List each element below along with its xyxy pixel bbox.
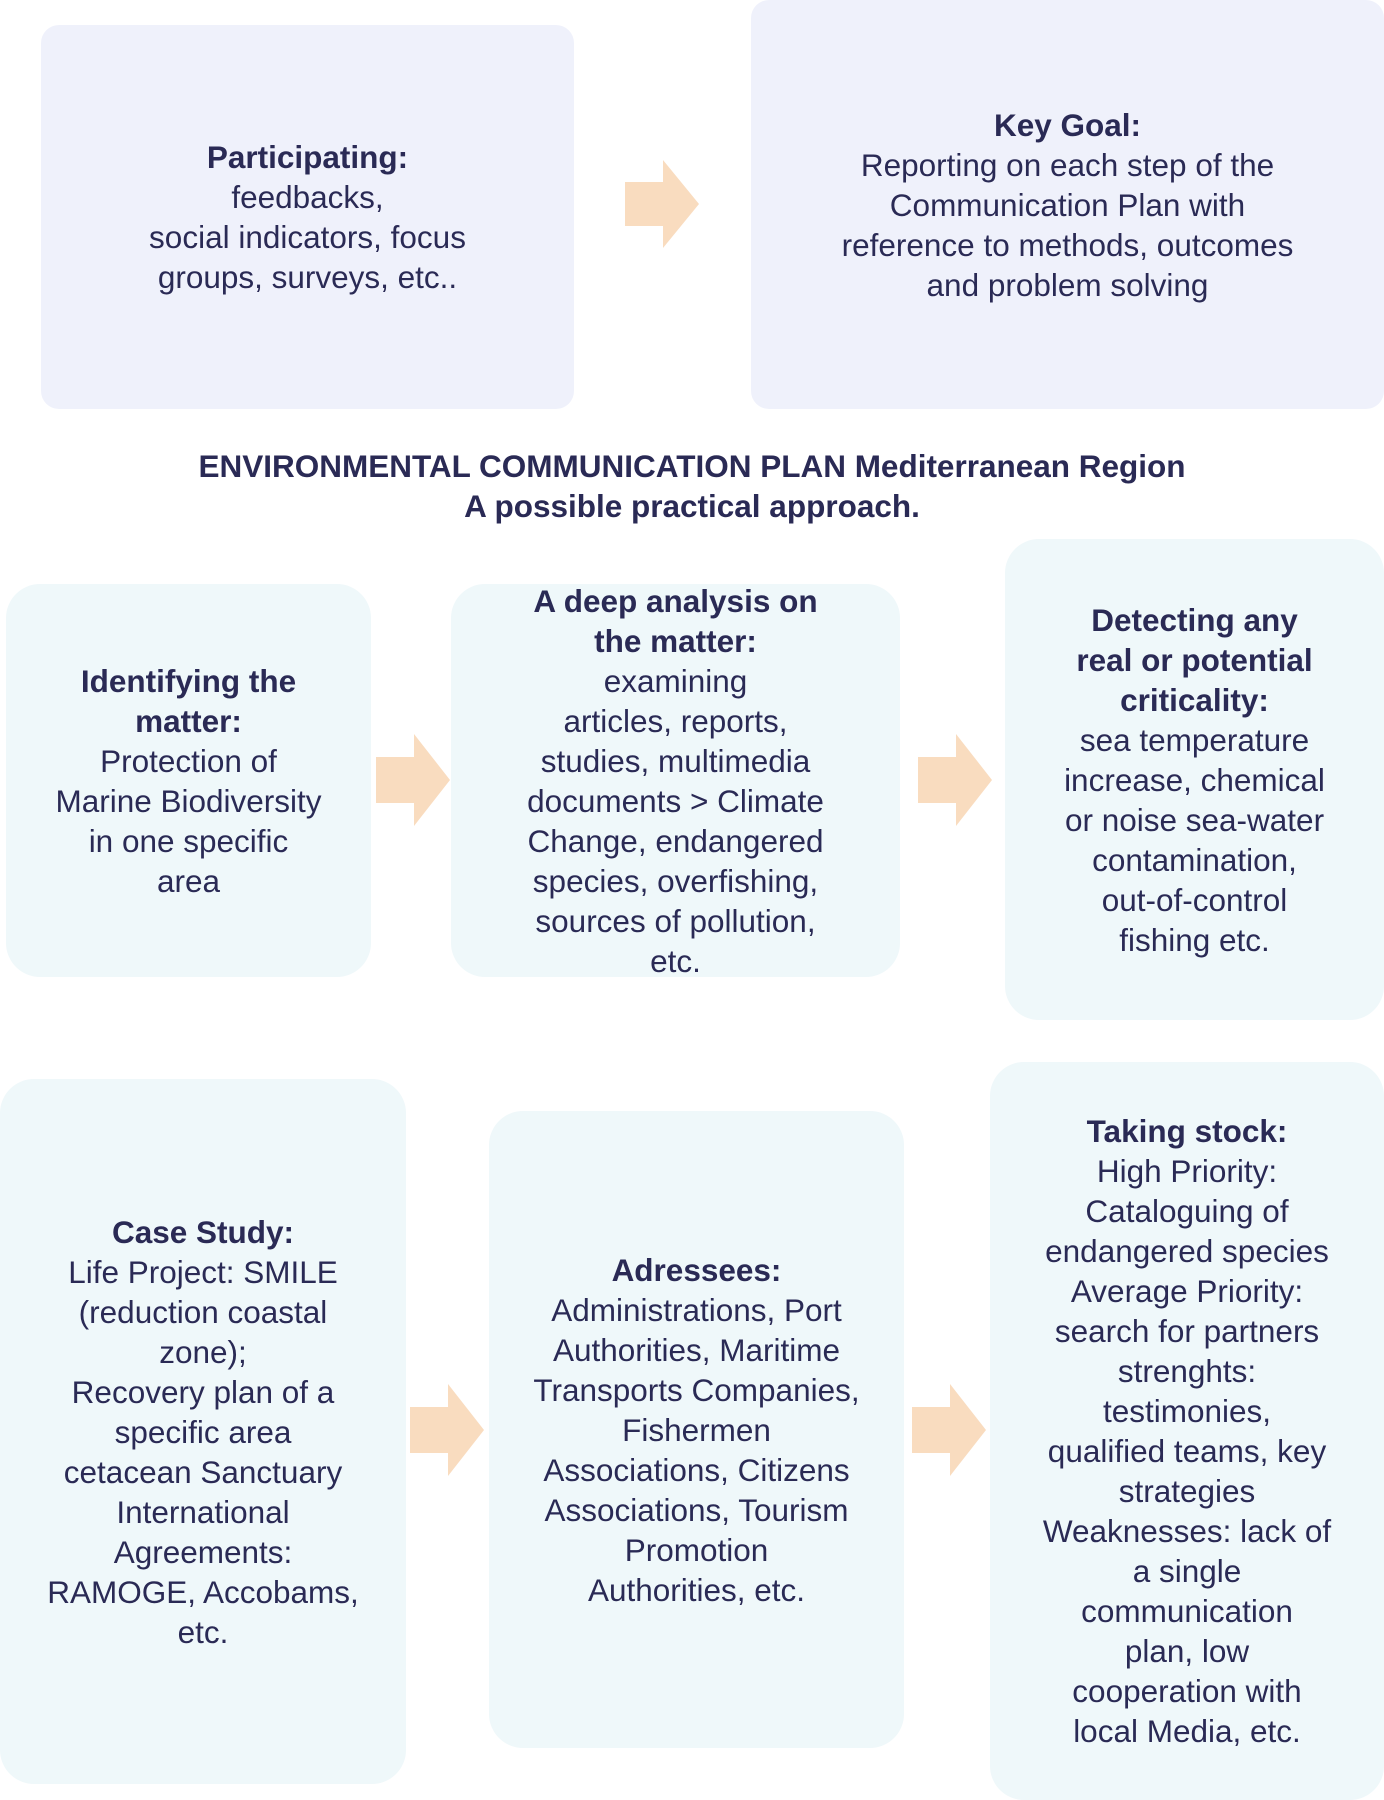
identifying-heading: Identifying the bbox=[80, 662, 297, 699]
identifying-box bbox=[6, 584, 371, 977]
identifying-line: area bbox=[156, 862, 221, 899]
title-line-2: A possible practical approach. bbox=[464, 488, 920, 524]
arrow-right-icon bbox=[376, 734, 450, 826]
analysis-line: etc. bbox=[650, 942, 701, 979]
analysis-heading: the matter: bbox=[594, 622, 757, 659]
analysis-line: Change, endangered bbox=[527, 822, 824, 859]
arrow-right-icon bbox=[918, 734, 992, 826]
addressees-box bbox=[489, 1111, 904, 1748]
addressees-line: Associations, Tourism bbox=[544, 1491, 849, 1528]
detecting-heading: criticality: bbox=[1120, 681, 1269, 718]
detecting-heading: Detecting any bbox=[1091, 601, 1298, 638]
taking-stock-heading: Taking stock: bbox=[1086, 1113, 1288, 1149]
taking-stock-line: Cataloguing of bbox=[1085, 1193, 1289, 1229]
key-goal-line: and problem solving bbox=[926, 266, 1209, 303]
participating-line: social indicators, focus bbox=[149, 219, 466, 255]
taking-stock-line: qualified teams, key bbox=[1047, 1433, 1327, 1469]
participating-heading: Participating: bbox=[206, 139, 409, 175]
case-study-line: specific area bbox=[114, 1413, 292, 1450]
participating-line: groups, surveys, etc.. bbox=[157, 259, 458, 295]
key-goal-box bbox=[751, 0, 1384, 409]
addressees-line: Authorities, etc. bbox=[587, 1571, 806, 1608]
analysis-line: studies, multimedia bbox=[540, 742, 811, 779]
taking-stock-line: Weaknesses: lack of bbox=[1042, 1513, 1332, 1549]
detecting-box bbox=[1005, 539, 1384, 1020]
case-study-box bbox=[0, 1079, 406, 1784]
key-goal-line: Reporting on each step of the bbox=[860, 146, 1275, 183]
case-study-line: etc. bbox=[177, 1613, 229, 1650]
addressees-line: Promotion bbox=[624, 1531, 769, 1568]
participating-box bbox=[41, 25, 574, 409]
participating-first-text: feedbacks, bbox=[231, 179, 384, 215]
identifying-heading: matter: bbox=[135, 702, 242, 739]
arrow-right-icon bbox=[410, 1384, 484, 1476]
taking-stock-line: search for partners bbox=[1054, 1313, 1320, 1349]
case-study-line: Life Project: SMILE bbox=[68, 1253, 338, 1290]
addressees-line: Authorities, Maritime bbox=[552, 1331, 841, 1368]
taking-stock-box bbox=[990, 1062, 1384, 1800]
identifying-line: in one specific bbox=[88, 822, 289, 859]
title-line-1: ENVIRONMENTAL COMMUNICATION PLAN Mediterranean Region bbox=[198, 448, 1186, 484]
case-study-line: cetacean Sanctuary bbox=[63, 1453, 343, 1490]
analysis-box bbox=[451, 584, 900, 977]
case-study-line: RAMOGE, Accobams, bbox=[47, 1573, 359, 1610]
analysis-line: documents > Climate bbox=[527, 782, 824, 819]
taking-stock-line: local Media, etc. bbox=[1073, 1713, 1301, 1749]
arrow-right-icon bbox=[912, 1384, 986, 1476]
analysis-heading: A deep analysis on bbox=[533, 582, 818, 619]
case-study-line: Agreements: bbox=[113, 1533, 293, 1570]
detecting-line: sea temperature bbox=[1079, 721, 1310, 758]
detecting-line: out-of-control bbox=[1101, 881, 1288, 918]
case-study-line: zone); bbox=[159, 1333, 247, 1370]
taking-stock-line: cooperation with bbox=[1072, 1673, 1302, 1709]
arrow-right-icon bbox=[625, 160, 699, 248]
participating-first-line bbox=[207, 137, 408, 217]
analysis-mixed-line bbox=[594, 621, 757, 701]
taking-stock-line: endangered species bbox=[1045, 1233, 1329, 1269]
detecting-line: fishing etc. bbox=[1119, 921, 1270, 958]
analysis-inline-text: examining bbox=[603, 662, 748, 699]
taking-stock-line: strenghts: bbox=[1117, 1353, 1257, 1389]
key-goal-line: Communication Plan with bbox=[889, 186, 1246, 223]
detecting-line: increase, chemical bbox=[1064, 761, 1325, 798]
case-study-line: Recovery plan of a bbox=[71, 1373, 335, 1410]
diagram-title bbox=[0, 446, 1384, 526]
detecting-heading: real or potential bbox=[1076, 641, 1313, 678]
analysis-line: sources of pollution, bbox=[535, 902, 816, 939]
taking-stock-line: testimonies, bbox=[1102, 1393, 1272, 1429]
taking-stock-line: High Priority: bbox=[1096, 1153, 1278, 1189]
key-goal-line: reference to methods, outcomes bbox=[841, 226, 1294, 263]
taking-stock-line: plan, low bbox=[1124, 1633, 1250, 1669]
addressees-line: Transports Companies, bbox=[533, 1371, 860, 1408]
identifying-line: Protection of bbox=[100, 742, 277, 779]
addressees-line: Administrations, Port bbox=[551, 1291, 842, 1328]
analysis-line: species, overfishing, bbox=[532, 862, 819, 899]
case-study-heading: Case Study: bbox=[111, 1213, 295, 1250]
addressees-line: Associations, Citizens bbox=[543, 1451, 850, 1488]
taking-stock-line: a single bbox=[1132, 1553, 1242, 1589]
key-goal-heading: Key Goal: bbox=[993, 106, 1142, 143]
detecting-line: or noise sea-water bbox=[1064, 801, 1325, 838]
taking-stock-line: Average Priority: bbox=[1070, 1273, 1304, 1309]
detecting-line: contamination, bbox=[1092, 841, 1297, 878]
case-study-line: International bbox=[116, 1493, 290, 1530]
identifying-line: Marine Biodiversity bbox=[55, 782, 322, 819]
case-study-line: (reduction coastal bbox=[78, 1293, 328, 1330]
analysis-line: articles, reports, bbox=[563, 702, 788, 739]
taking-stock-line: strategies bbox=[1118, 1473, 1256, 1509]
addressees-line: Fishermen bbox=[622, 1411, 771, 1448]
taking-stock-line: communication bbox=[1081, 1593, 1293, 1629]
addressees-heading: Adressees: bbox=[611, 1251, 782, 1288]
